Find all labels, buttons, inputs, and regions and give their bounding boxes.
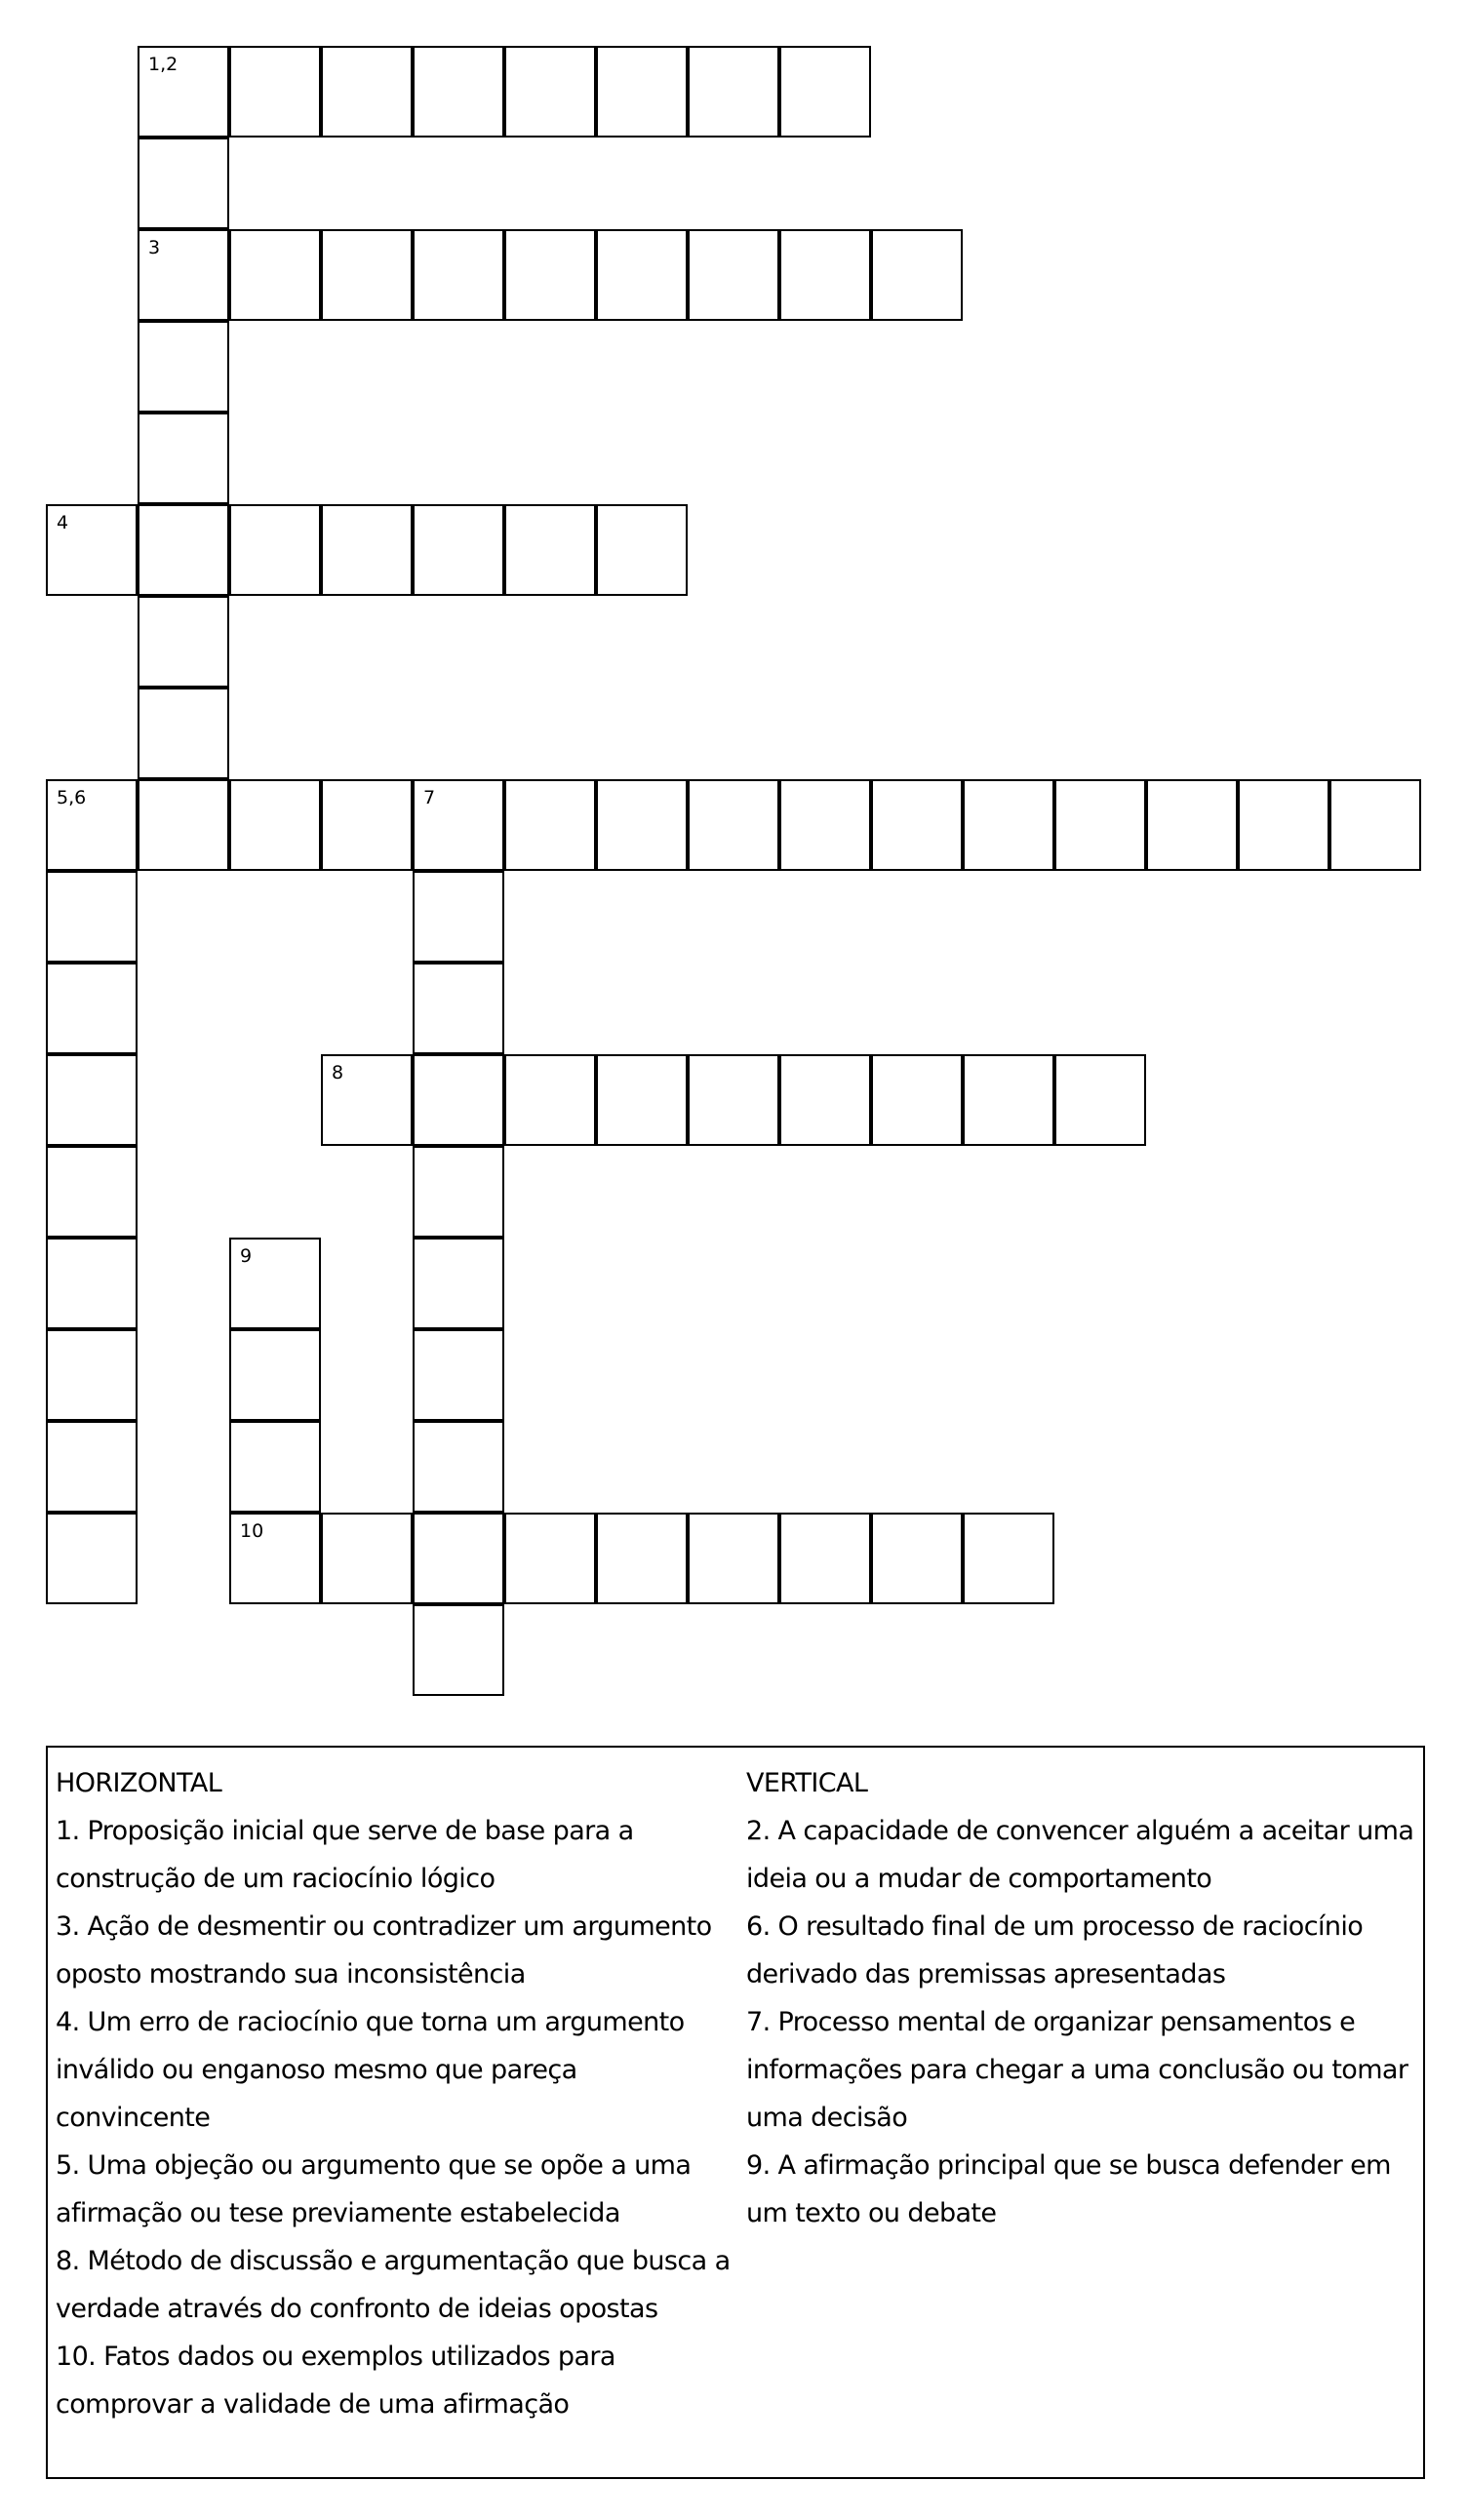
- crossword-cell[interactable]: [46, 1513, 138, 1604]
- crossword-cell[interactable]: [596, 1513, 688, 1604]
- cell-number: 9: [240, 1245, 253, 1267]
- crossword-cell[interactable]: [871, 1054, 963, 1146]
- cell-number: 4: [57, 512, 69, 533]
- crossword-cell[interactable]: [229, 1238, 321, 1329]
- crossword-cell[interactable]: [229, 504, 321, 596]
- crossword-cell[interactable]: [1329, 779, 1421, 871]
- cell-number: 1,2: [148, 54, 178, 75]
- cell-number: 8: [332, 1062, 344, 1083]
- crossword-cell[interactable]: [46, 779, 138, 871]
- crossword-cell[interactable]: [229, 1329, 321, 1421]
- crossword-cell[interactable]: [779, 46, 871, 138]
- crossword-cell[interactable]: [46, 1054, 138, 1146]
- crossword-cell[interactable]: [871, 1513, 963, 1604]
- crossword-cell[interactable]: [321, 46, 413, 138]
- crossword-cell[interactable]: [413, 871, 504, 963]
- crossword-cell[interactable]: [138, 321, 229, 413]
- horizontal-clue: 1. Proposição inicial que serve de base para a construção de um raciocínio lógico: [56, 1816, 634, 1894]
- crossword-cell[interactable]: [413, 779, 504, 871]
- crossword-cell[interactable]: [504, 1054, 596, 1146]
- crossword-cell[interactable]: [504, 46, 596, 138]
- crossword-cell[interactable]: [46, 1329, 138, 1421]
- vertical-clue: 7. Processo mental de organizar pensamentos e informações para chegar a uma conclusão ou tomar uma decisão: [746, 2007, 1408, 2133]
- crossword-cell[interactable]: [413, 1604, 504, 1696]
- crossword-cell[interactable]: [1054, 1054, 1146, 1146]
- crossword-cell[interactable]: [963, 1513, 1054, 1604]
- crossword-cell[interactable]: [229, 1513, 321, 1604]
- crossword-cell[interactable]: [138, 504, 229, 596]
- crossword-cell[interactable]: [46, 504, 138, 596]
- vertical-clue: 9. A afirmação principal que se busca defender em um texto ou debate: [746, 2150, 1391, 2228]
- crossword-cell[interactable]: [596, 229, 688, 321]
- crossword-cell[interactable]: [138, 229, 229, 321]
- horizontal-clue: 8. Método de discussão e argumentação que busca a verdade através do confronto de ideias opostas: [56, 2246, 731, 2324]
- crossword-cell[interactable]: [413, 1329, 504, 1421]
- vertical-clue: 6. O resultado final de um processo de raciocínio derivado das premissas apresentadas: [746, 1911, 1364, 1989]
- crossword-cell[interactable]: [963, 779, 1054, 871]
- crossword-cell[interactable]: [138, 413, 229, 504]
- vertical-heading: VERTICAL: [746, 1768, 868, 1798]
- crossword-cell[interactable]: [596, 46, 688, 138]
- crossword-cell[interactable]: [321, 1054, 413, 1146]
- crossword-cell[interactable]: [779, 229, 871, 321]
- crossword-cell[interactable]: [413, 1146, 504, 1238]
- crossword-cell[interactable]: [413, 1238, 504, 1329]
- crossword-cell[interactable]: [413, 229, 504, 321]
- crossword-cell[interactable]: [229, 46, 321, 138]
- crossword-cell[interactable]: [413, 504, 504, 596]
- crossword-cell[interactable]: [504, 779, 596, 871]
- crossword-cell[interactable]: [688, 779, 779, 871]
- crossword-cell[interactable]: [138, 46, 229, 138]
- crossword-cell[interactable]: [138, 596, 229, 688]
- cell-number: 5,6: [57, 787, 87, 808]
- crossword-cell[interactable]: [504, 1513, 596, 1604]
- crossword-cell[interactable]: [779, 1513, 871, 1604]
- crossword-cell[interactable]: [871, 779, 963, 871]
- crossword-cell[interactable]: [963, 1054, 1054, 1146]
- clues-box: [46, 1746, 1425, 2479]
- crossword-cell[interactable]: [1146, 779, 1238, 871]
- crossword-cell[interactable]: [229, 1421, 321, 1513]
- crossword-cell[interactable]: [688, 229, 779, 321]
- horizontal-clue: 10. Fatos dados ou exemplos utilizados para comprovar a validade de uma afirmação: [56, 2342, 615, 2420]
- horizontal-clue: 4. Um erro de raciocínio que torna um argumento inválido ou enganoso mesmo que pareça convincente: [56, 2007, 685, 2133]
- horizontal-heading: HORIZONTAL: [56, 1768, 222, 1798]
- crossword-cell[interactable]: [413, 1421, 504, 1513]
- crossword-cell[interactable]: [1238, 779, 1329, 871]
- crossword-cell[interactable]: [138, 779, 229, 871]
- crossword-cell[interactable]: [138, 138, 229, 229]
- crossword-cell[interactable]: [688, 1054, 779, 1146]
- vertical-clue: 2. A capacidade de convencer alguém a aceitar uma ideia ou a mudar de comportamento: [746, 1816, 1414, 1894]
- crossword-cell[interactable]: [46, 1421, 138, 1513]
- crossword-cell[interactable]: [138, 688, 229, 779]
- crossword-cell[interactable]: [46, 1146, 138, 1238]
- cell-number: 3: [148, 237, 161, 258]
- crossword-cell[interactable]: [504, 504, 596, 596]
- crossword-cell[interactable]: [779, 1054, 871, 1146]
- horizontal-clues: [56, 1759, 738, 2428]
- crossword-cell[interactable]: [688, 46, 779, 138]
- crossword-cell[interactable]: [596, 1054, 688, 1146]
- crossword-cell[interactable]: [413, 1513, 504, 1604]
- horizontal-clue: 3. Ação de desmentir ou contradizer um argumento oposto mostrando sua inconsistência: [56, 1911, 712, 1989]
- crossword-cell[interactable]: [229, 229, 321, 321]
- crossword-cell[interactable]: [413, 963, 504, 1054]
- crossword-cell[interactable]: [46, 963, 138, 1054]
- crossword-cell[interactable]: [321, 504, 413, 596]
- crossword-cell[interactable]: [1054, 779, 1146, 871]
- crossword-cell[interactable]: [596, 504, 688, 596]
- crossword-cell[interactable]: [321, 229, 413, 321]
- crossword-cell[interactable]: [779, 779, 871, 871]
- crossword-cell[interactable]: [413, 46, 504, 138]
- crossword-cell[interactable]: [321, 1513, 413, 1604]
- crossword-cell[interactable]: [413, 1054, 504, 1146]
- crossword-cell[interactable]: [871, 229, 963, 321]
- crossword-cell[interactable]: [46, 871, 138, 963]
- crossword-cell[interactable]: [688, 1513, 779, 1604]
- crossword-cell[interactable]: [229, 779, 321, 871]
- horizontal-clue: 5. Uma objeção ou argumento que se opõe a uma afirmação ou tese previamente estabelecida: [56, 2150, 692, 2228]
- crossword-cell[interactable]: [321, 779, 413, 871]
- crossword-cell[interactable]: [504, 229, 596, 321]
- crossword-cell[interactable]: [596, 779, 688, 871]
- vertical-clues: [746, 1759, 1421, 2237]
- cell-number: 10: [240, 1520, 264, 1542]
- crossword-cell[interactable]: [46, 1238, 138, 1329]
- cell-number: 7: [423, 787, 436, 808]
